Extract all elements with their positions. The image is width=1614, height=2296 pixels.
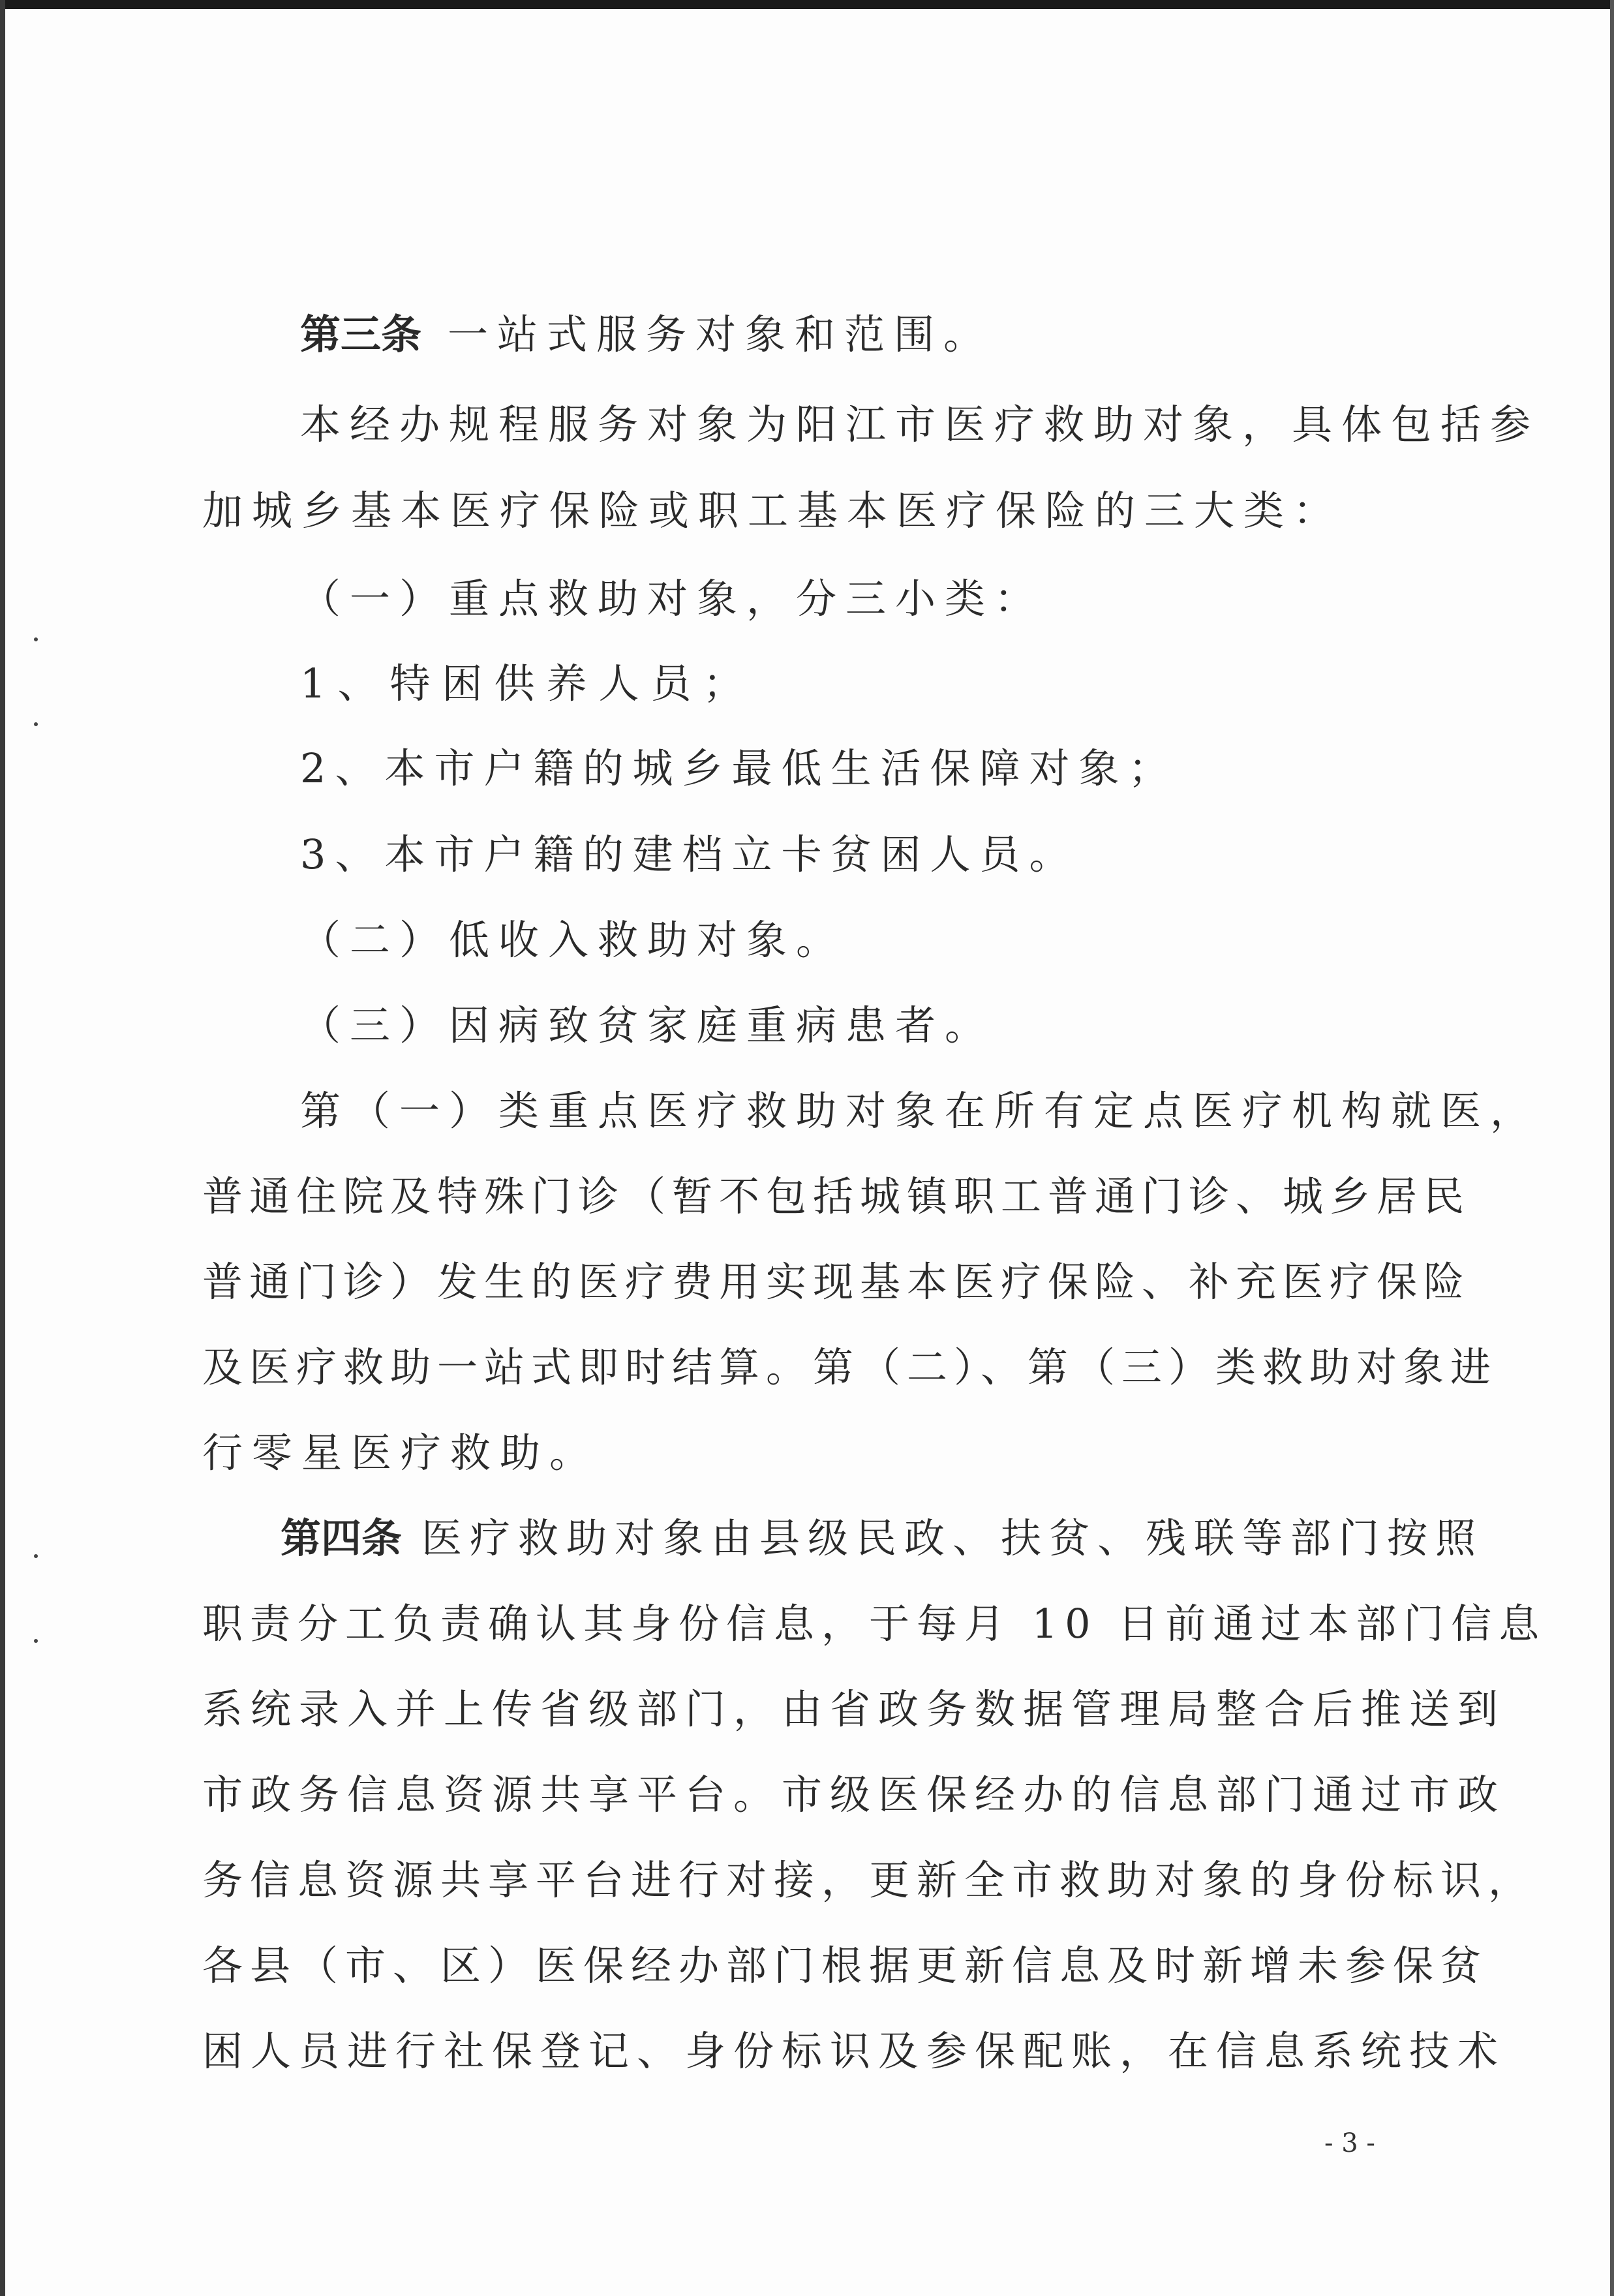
article-4-heading [281,1514,1484,1562]
list-item: （一）重点救助对象，分三小类： [300,575,1044,622]
scan-edge-top [0,0,1614,9]
article-text: 医疗救助对象由县级民政、扶贫、残联等部门按照 [421,1514,1484,1562]
list-item: （三）因病致贫家庭重病患者。 [300,1002,995,1049]
page-number: - 3 - [1324,2128,1375,2158]
list-item: （二）低收入救助对象。 [300,916,846,964]
binding-hole-mark [34,722,38,726]
paragraph-line: 市政务信息资源共享平台。市级医保经办的信息部门通过市政 [202,1771,1506,1818]
paragraph-line: 务信息资源共享平台进行对接，更新全市救助对象的身份标识， [202,1856,1536,1904]
paragraph-line: 及医疗救助一站式即时结算。第（二）、第（三）类救助对象进 [202,1343,1498,1391]
paragraph-line: 系统录入并上传省级部门，由省政务数据管理局整合后推送到 [202,1685,1506,1733]
article-title: 一站式服务对象和范围。 [448,311,994,358]
article-label: 第三条 [300,311,422,358]
article-label: 第四条 [281,1514,403,1562]
list-item: 1、特困供养人员； [300,660,755,707]
paragraph-line: 第（一）类重点医疗救助对象在所有定点医疗机构就医， [300,1087,1540,1135]
paragraph-line: 普通门诊）发生的医疗费用实现基本医疗保险、补充医疗保险 [202,1258,1471,1306]
paragraph-line: 职责分工负责确认其身份信息，于每月 10 日前通过本部门信息 [202,1600,1547,1647]
scan-edge-left [0,0,5,2296]
paragraph-line: 行零星医疗救助。 [202,1429,600,1477]
scan-edge-right [1610,0,1614,2296]
article-3-heading [300,311,994,358]
list-item: 3、本市户籍的建档立卡贫困人员。 [300,831,1079,878]
paragraph-line: 困人员进行社保登记、身份标识及参保配账，在信息系统技术 [202,2027,1506,2075]
paragraph-line: 本经办规程服务对象为阳江市医疗救助对象，具体包括参 [300,401,1540,448]
list-item: 2、本市户籍的城乡最低生活保障对象； [300,744,1178,792]
binding-hole-mark [34,1554,38,1558]
binding-hole-mark [34,1639,38,1643]
binding-hole-mark [34,637,38,641]
paragraph-line: 加城乡基本医疗保险或职工基本医疗保险的三大类： [202,487,1343,534]
paragraph-line: 各县（市、区）医保经办部门根据更新信息及时新增未参保贫 [202,1942,1489,1989]
paragraph-line: 普通住院及特殊门诊（暂不包括城镇职工普通门诊、城乡居民 [202,1172,1471,1220]
